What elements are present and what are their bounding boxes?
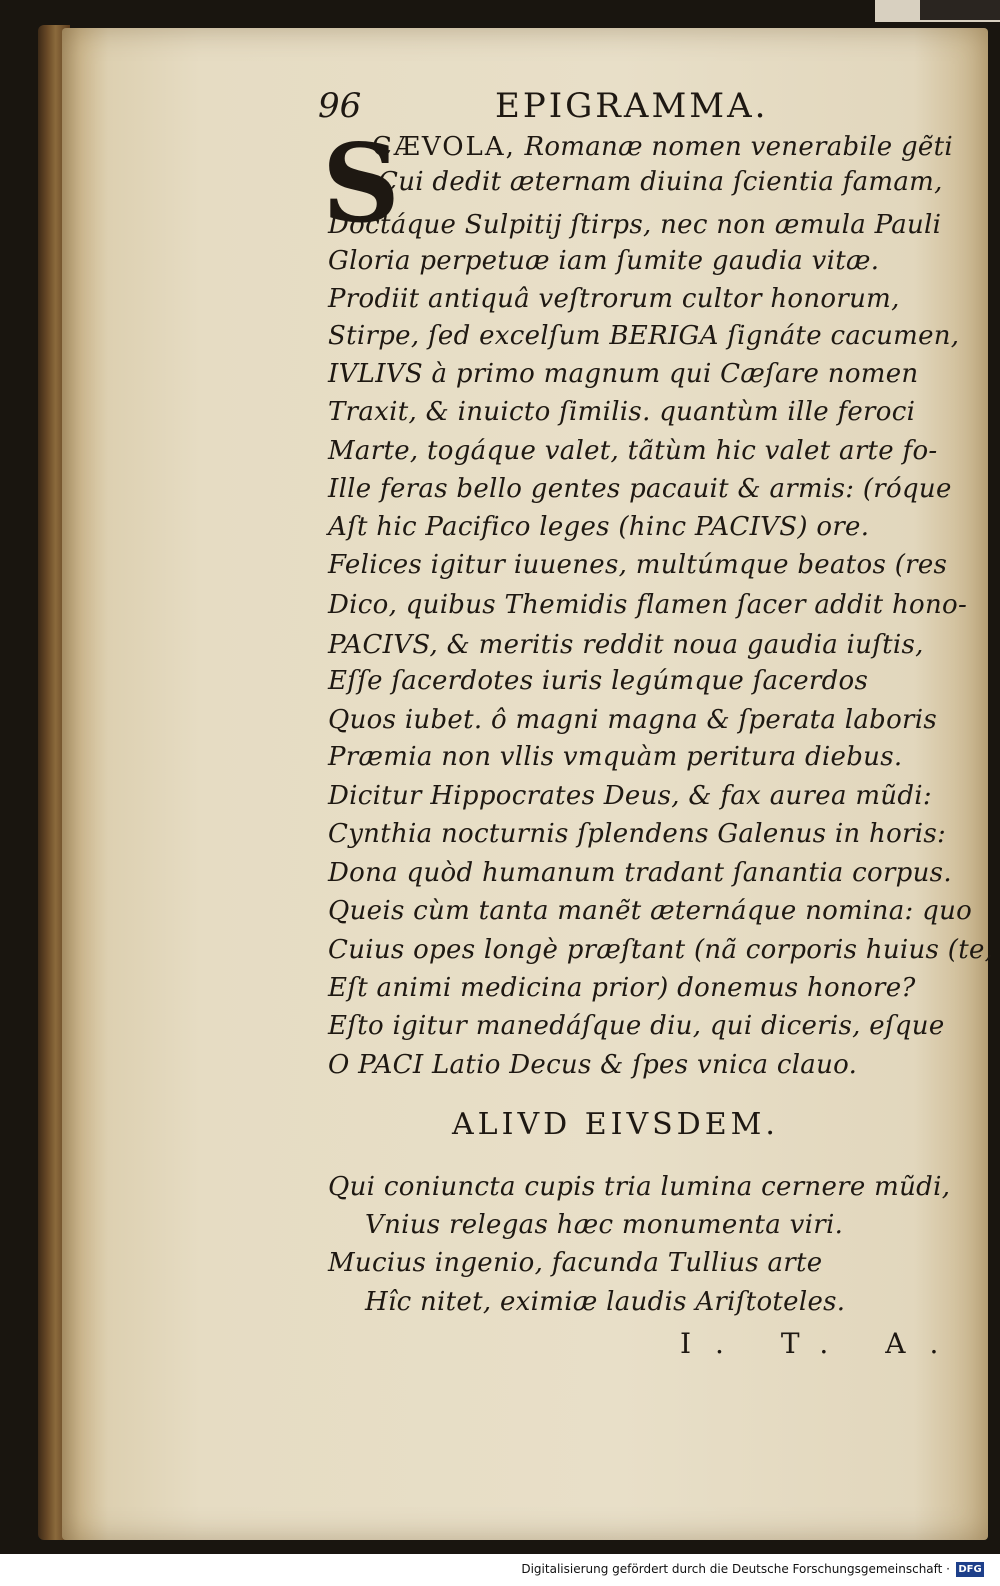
- verse-line: Dona quòd humanum tradant ſanantia corpus.: [328, 858, 952, 888]
- verse-line: Prodiit antiquâ veſtrorum cultor honorum,: [328, 284, 900, 314]
- drop-cap: S: [322, 121, 400, 247]
- verse-line: Quos iubet. ô magni magna & ſperata laboris: [328, 705, 938, 735]
- footer-credit: Digitalisierung gefördert durch die Deutsche Forschungsgemeinschaft ·: [521, 1562, 950, 1576]
- verse-line: PACIVS, & meritis reddit noua gaudia iuſtis,: [328, 630, 924, 660]
- verse-line: Eſſe ſacerdotes iuris legúmque ſacerdos: [328, 666, 869, 696]
- verse-line: Eſt animi medicina prior) donemus honore?: [328, 973, 916, 1003]
- verse-line: Vnius relegas hæc monumenta viri.: [365, 1210, 844, 1240]
- page-number: 96: [318, 86, 362, 126]
- verse-line: Aſt hic Pacifico leges (hinc PACIVS) ore.: [328, 512, 870, 542]
- verse-line: Dicitur Hippocrates Deus, & fax aurea mũdi:: [328, 781, 932, 811]
- verse-line: Gloria perpetuæ iam ſumite gaudia vitæ.: [328, 246, 880, 276]
- verse-line: IVLIVS à primo magnum qui Cæſare nomen: [328, 359, 919, 389]
- verse-line: Mucius ingenio, facunda Tullius arte: [328, 1248, 823, 1278]
- author-initials: I. T. A.: [680, 1327, 963, 1360]
- verse-line: Præmia non vllis vmquàm peritura diebus.: [328, 742, 903, 772]
- section-heading: ALIVD EIVSDEM.: [452, 1107, 779, 1142]
- verse-line: Cuius opes longè præſtant (nã corporis huius (te,: [328, 935, 994, 965]
- digitization-footer: [0, 1554, 1000, 1586]
- verse-line: Traxit, & inuicto ſimilis. quantùm ille feroci: [328, 397, 916, 427]
- verse-line: Qui coniuncta cupis tria lumina cernere mũdi,: [328, 1172, 951, 1202]
- verse-line: Ille feras bello gentes pacauit & armis: (róque: [328, 474, 952, 504]
- verse-line: Dico, quibus Themidis flamen ſacer addit hono-: [328, 590, 968, 620]
- verse-line: Doctáque Sulpitij ſtirps, nec non æmula Pauli: [328, 210, 942, 240]
- verse-line: O PACI Latio Decus & ſpes vnica clauo.: [328, 1050, 858, 1080]
- verse-line: Stirpe, ſed excelſum BERIGA ſignáte cacumen,: [328, 321, 960, 351]
- verse-line: Marte, togáque valet, tãtùm hic valet arte fo-: [328, 436, 938, 466]
- header-title: EPIGRAMMA.: [495, 86, 769, 126]
- verse-line: Cynthia nocturnis ſplendens Galenus in horis:: [328, 819, 947, 849]
- verse-line: Eſto igitur manedáſque diu, qui diceris, eſque: [328, 1011, 945, 1041]
- verse-line: Felices igitur iuuenes, multúmque beatos (res: [328, 550, 948, 580]
- verse-line: CÆVOLA, Romanæ nomen venerabile gẽti: [372, 132, 953, 162]
- verse-line: Hîc nitet, eximiæ laudis Ariſtoteles.: [365, 1287, 846, 1317]
- verse-line: Queis cùm tanta manẽt æternáque nomina: quo: [328, 896, 973, 926]
- dfg-logo: DFG: [956, 1562, 984, 1577]
- verse-line: Cui dedit æternam diuina ſcientia famam,: [378, 167, 943, 197]
